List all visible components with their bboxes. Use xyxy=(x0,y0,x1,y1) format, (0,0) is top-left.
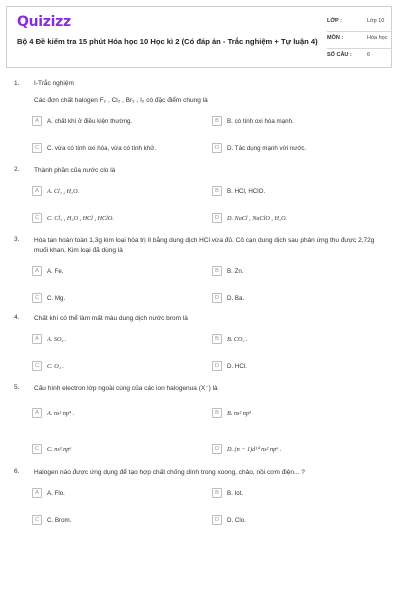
option-text: C. Cl₂ , H₂O , HCl , HClO. xyxy=(47,214,114,222)
option-c[interactable] xyxy=(32,291,216,305)
option-letter: B xyxy=(212,488,222,498)
question-number: 6. xyxy=(14,468,20,475)
option-text: A. Fe. xyxy=(47,267,64,275)
option-letter: B xyxy=(212,334,222,344)
options xyxy=(6,264,394,312)
option-text: C. Brom. xyxy=(47,516,72,524)
option-letter: D xyxy=(212,143,222,153)
option-letter: B xyxy=(212,408,222,418)
option-letter: A xyxy=(32,488,42,498)
meta-key: LỚP : xyxy=(327,18,342,24)
meta-table xyxy=(327,15,391,65)
option-text: D. Clo. xyxy=(227,516,246,524)
question-text: Thành phần của nước clo là xyxy=(34,167,116,174)
options xyxy=(6,184,394,232)
option-b[interactable] xyxy=(212,402,392,424)
question-text: Chất khí có thể làm mất màu dung dịch nước brom là xyxy=(34,315,188,322)
option-text: A. ns² np⁴ . xyxy=(47,409,75,417)
options xyxy=(6,402,394,462)
question-6 xyxy=(6,468,394,540)
question-number: 4. xyxy=(14,314,20,321)
option-text: B. CO₂ . xyxy=(227,335,248,343)
option-b[interactable] xyxy=(212,264,392,278)
option-letter: A xyxy=(32,266,42,276)
question-text: Halogen nào được ứng dụng để tạo hợp chất chống dính trong xoong, chảo, nồi cơm điện... ? xyxy=(34,469,305,476)
option-letter: D xyxy=(212,213,222,223)
option-c[interactable] xyxy=(32,141,216,155)
option-text: B. có tính oxi hóa mạnh. xyxy=(227,117,294,125)
option-a[interactable] xyxy=(32,184,216,198)
question-4 xyxy=(6,314,394,386)
meta-value: Hóa học xyxy=(367,35,388,41)
meta-row-class xyxy=(327,15,391,32)
option-a[interactable] xyxy=(32,264,216,278)
option-text: B. Iot. xyxy=(227,489,244,497)
option-a[interactable] xyxy=(32,332,216,346)
question-number: 3. xyxy=(14,236,20,243)
option-letter: C xyxy=(32,444,42,454)
option-letter: D xyxy=(212,293,222,303)
option-text: D. NaCl , NaClO , H₂O. xyxy=(227,214,288,222)
option-letter: A xyxy=(32,334,42,344)
quizizz-logo: Quizizz xyxy=(17,14,71,30)
option-b[interactable] xyxy=(212,114,392,128)
meta-key: MÔN : xyxy=(327,35,344,41)
option-d[interactable] xyxy=(212,513,392,527)
meta-value: Lớp 10 xyxy=(367,18,385,24)
option-text: A. Cl₂ , H₂O. xyxy=(47,187,80,195)
option-b[interactable] xyxy=(212,184,392,198)
option-letter: B xyxy=(212,266,222,276)
option-text: D. Tác dụng mạnh với nước. xyxy=(227,144,307,152)
option-letter: D xyxy=(212,444,222,454)
option-letter: A xyxy=(32,408,42,418)
question-text: Hòa tan hoàn toàn 1,3g kim loại hóa trị II bằng dung dịch HCl vừa đủ. Cô cạn dung dịch sau phản ứng thu được 2,72g muối khan. Kim loại đã dùng là xyxy=(34,237,375,254)
option-b[interactable] xyxy=(212,486,392,500)
question-number: 2. xyxy=(14,166,20,173)
option-letter: C xyxy=(32,515,42,525)
options xyxy=(6,332,394,380)
option-text: C. Mg. xyxy=(47,294,66,302)
option-text: A. Flo. xyxy=(47,489,65,497)
question-number: 5. xyxy=(14,384,20,391)
option-c[interactable] xyxy=(32,513,216,527)
option-c[interactable] xyxy=(32,211,216,225)
document-title: Bộ 4 Đề kiểm tra 15 phút Hóa học 10 Học kì 2 (Có đáp án - Trắc nghiệm + Tự luận 4) xyxy=(17,37,318,46)
option-c[interactable] xyxy=(32,359,216,373)
section-title: I-Trắc nghiệm xyxy=(34,80,74,87)
question-text: Cấu hình electron lớp ngoài cùng của các ion halogenua (X⁻) là xyxy=(34,385,218,392)
option-text: D. (n − 1)d¹⁰ ns² np⁶ . xyxy=(227,445,282,453)
option-text: C. vừa có tính oxi hóa, vừa có tính khử. xyxy=(47,144,157,152)
option-d[interactable] xyxy=(212,359,392,373)
option-letter: C xyxy=(32,143,42,153)
question-2 xyxy=(6,166,394,238)
options xyxy=(6,114,394,162)
option-text: B. Zn. xyxy=(227,267,244,275)
question-5 xyxy=(6,384,394,468)
section-number: 1. xyxy=(14,80,20,87)
option-text: A. chất khí ở điều kiện thường. xyxy=(47,117,133,125)
options xyxy=(6,486,394,534)
meta-value: 6 xyxy=(367,52,371,58)
meta-row-count xyxy=(327,49,391,65)
option-letter: C xyxy=(32,361,42,371)
option-letter: D xyxy=(212,515,222,525)
option-letter: A xyxy=(32,116,42,126)
option-text: D. HCl. xyxy=(227,362,247,370)
option-text: A. SO₂ . xyxy=(47,335,67,343)
section-header xyxy=(6,80,394,92)
option-text: B. ns² np⁵ xyxy=(227,409,252,417)
option-d[interactable] xyxy=(212,141,392,155)
meta-key: SỐ CÂU : xyxy=(327,52,352,58)
option-b[interactable] xyxy=(212,332,392,346)
option-a[interactable] xyxy=(32,114,216,128)
option-a[interactable] xyxy=(32,402,216,424)
option-d[interactable] xyxy=(212,438,392,460)
option-letter: C xyxy=(32,213,42,223)
question-3 xyxy=(6,236,394,318)
option-text: B. HCl, HClO. xyxy=(227,187,266,195)
option-d[interactable] xyxy=(212,211,392,225)
option-letter: B xyxy=(212,186,222,196)
option-text: C. ns² np⁶ xyxy=(47,445,72,453)
option-letter: C xyxy=(32,293,42,303)
option-c[interactable] xyxy=(32,438,216,460)
option-a[interactable] xyxy=(32,486,216,500)
option-text: D. Ba. xyxy=(227,294,245,302)
option-letter: D xyxy=(212,361,222,371)
meta-row-subject xyxy=(327,32,391,49)
question-1 xyxy=(6,96,394,168)
option-letter: B xyxy=(212,116,222,126)
worksheet-header xyxy=(6,6,392,68)
question-text: Các đơn chất halogen F₂ , Cl₂ , Br₂ , I₂ có đặc điểm chung là xyxy=(34,97,208,104)
option-d[interactable] xyxy=(212,291,392,305)
option-letter: A xyxy=(32,186,42,196)
option-text: C. O₂ . xyxy=(47,362,64,370)
